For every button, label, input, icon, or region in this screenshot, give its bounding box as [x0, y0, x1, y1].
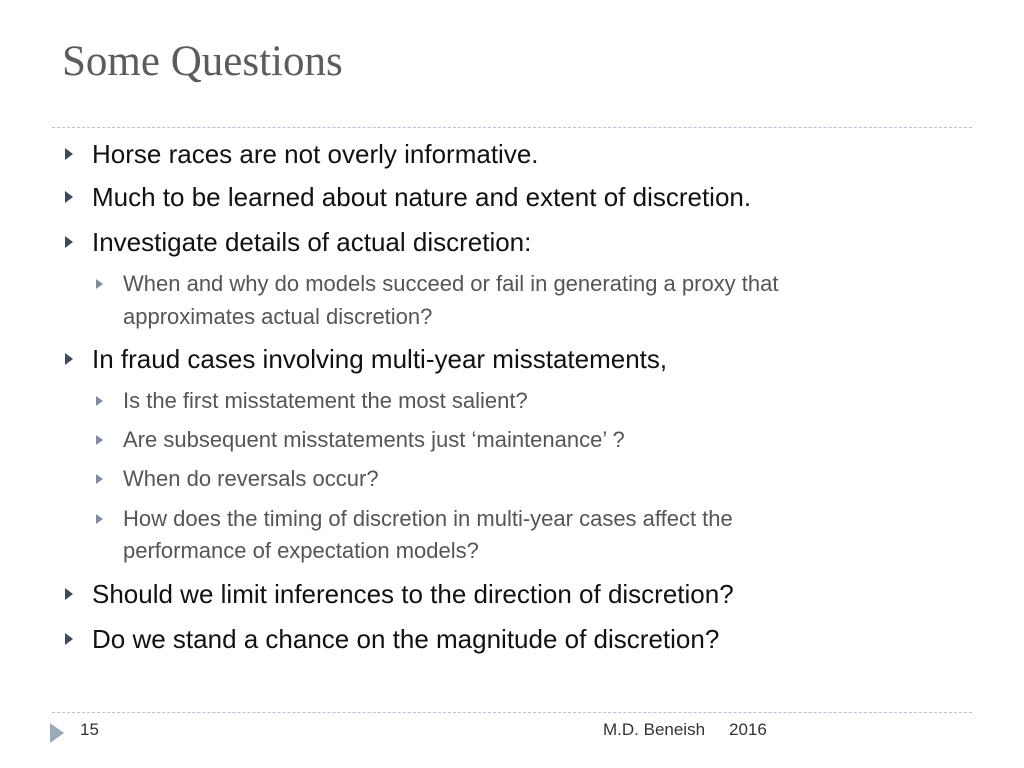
- sub-bullet-item: When do reversals occur?: [123, 466, 379, 491]
- bullet-item: Do we stand a chance on the magnitude of discretion?: [92, 624, 720, 654]
- bullet-arrow-icon: [65, 588, 73, 600]
- footer-author: M.D. Beneish: [603, 720, 706, 739]
- sub-bullet-arrow-icon: [96, 279, 103, 289]
- bullet-item: Much to be learned about nature and extent of discretion.: [92, 182, 752, 212]
- sub-bullet-item-line1: How does the timing of discretion in multi-year cases affect the: [123, 506, 733, 531]
- sub-bullet-arrow-icon: [96, 435, 103, 445]
- bullet-arrow-icon: [65, 148, 73, 160]
- sub-bullet-arrow-icon: [96, 474, 103, 484]
- sub-bullet-item-line2: performance of expectation models?: [123, 538, 479, 563]
- bullet-arrow-icon: [65, 191, 73, 203]
- bullet-item: In fraud cases involving multi-year misstatements,: [92, 344, 668, 374]
- footer-divider: [52, 712, 972, 713]
- sub-bullet-item: Is the first misstatement the most salient?: [123, 388, 528, 413]
- bullet-arrow-icon: [65, 633, 73, 645]
- footer-arrow-icon: [50, 723, 64, 743]
- sub-bullet-arrow-icon: [96, 514, 103, 524]
- sub-bullet-item-line2: approximates actual discretion?: [123, 304, 433, 329]
- page-number: 15: [80, 720, 99, 739]
- bullet-item: Horse races are not overly informative.: [92, 139, 539, 169]
- footer-year: 2016: [729, 720, 767, 739]
- sub-bullet-item-line1: When and why do models succeed or fail in generating a proxy that: [123, 271, 779, 296]
- bullet-item: Investigate details of actual discretion:: [92, 227, 532, 257]
- bullet-arrow-icon: [65, 353, 73, 365]
- slide-title: Some Questions: [62, 38, 343, 85]
- sub-bullet-arrow-icon: [96, 396, 103, 406]
- sub-bullet-item: Are subsequent misstatements just ‘maintenance’ ?: [123, 427, 625, 452]
- bullet-arrow-icon: [65, 236, 73, 248]
- bullet-item: Should we limit inferences to the direction of discretion?: [92, 579, 734, 609]
